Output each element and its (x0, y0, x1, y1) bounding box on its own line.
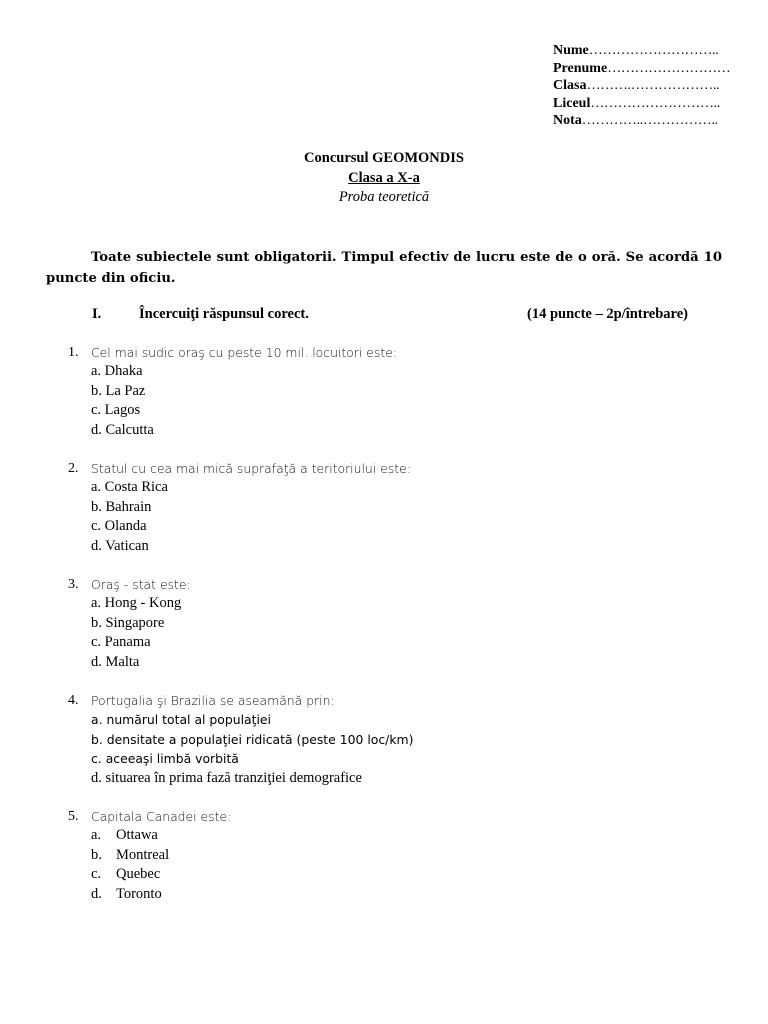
field-nota (553, 112, 731, 130)
question-number: 5. (68, 809, 79, 824)
answer-option[interactable] (91, 885, 231, 904)
question-number: 1. (68, 345, 79, 360)
section-points: (14 puncte – 2p/întrebare) (527, 306, 688, 322)
section-title: Încercuiţi răspunsul corect. (139, 306, 309, 322)
field-label: Prenume (553, 60, 608, 76)
answer-option[interactable]: b. Bahrain (91, 498, 152, 515)
student-info-fields (553, 42, 731, 130)
field-blank: ……………………… (607, 60, 731, 76)
answer-option[interactable]: c. Olanda (91, 518, 147, 535)
question-number: 2. (68, 461, 79, 476)
answer-option[interactable] (91, 826, 231, 845)
field-label: Nume (553, 43, 589, 58)
answer-option[interactable]: c. aceeaşi limbă vorbită (91, 751, 239, 767)
answer-option[interactable]: d. Calcutta (91, 421, 154, 438)
option-text: Montreal (116, 846, 170, 863)
field-blank: ……………………….. (590, 95, 721, 111)
question-stem: Statul cu cea mai mică suprafaţă a teritoriului este: (91, 461, 411, 476)
field-blank: ……………………….. (588, 43, 719, 58)
field-clasa (553, 77, 731, 95)
page-subtitle: Proba teoretică (338, 189, 430, 205)
section-number: I. (92, 306, 102, 322)
answer-option[interactable]: a. numărul total al populaţiei (91, 712, 271, 728)
option-letter: b. (91, 846, 102, 863)
option-letter: c. (91, 866, 102, 883)
question-stem: Cel mai sudic oraş cu peste 10 mil. locuitori este: (91, 345, 398, 360)
field-label: Liceul (553, 95, 591, 111)
field-prenume (553, 60, 731, 78)
field-label: Nota (553, 113, 582, 129)
field-nume (553, 42, 731, 60)
answer-option[interactable] (91, 865, 231, 884)
answer-option[interactable]: d. Vatican (91, 537, 149, 554)
option-text: Quebec (116, 866, 161, 883)
answer-option[interactable] (91, 846, 231, 865)
class-label: Clasa a X-a (348, 170, 420, 186)
answer-option[interactable]: c. Panama (91, 634, 151, 651)
answer-option[interactable]: a. Costa Rica (91, 479, 168, 496)
answer-option[interactable]: a. Hong - Kong (91, 595, 182, 612)
answer-option[interactable]: b. densitate a populaţiei ridicată (peste 100 loc/km) (91, 731, 414, 747)
option-letter: d. (91, 885, 102, 902)
field-liceul (553, 95, 731, 113)
instructions: Toate subiectele sunt obligatorii. Timpul efectiv de lucru este de o oră. Se acordă 10 puncte din oficiu. (46, 250, 722, 286)
answer-option[interactable]: a. Dhaka (91, 363, 143, 380)
field-blank: …………..…………….. (581, 113, 718, 129)
answer-option[interactable]: b. La Paz (91, 382, 146, 399)
field-blank: ……….……………….. (586, 78, 720, 94)
question-stem: Oraş - stat este: (91, 577, 191, 592)
page-title: Concursul GEOMONDIS (304, 150, 464, 166)
answer-option[interactable]: d. Malta (91, 653, 140, 670)
option-letter: a. (91, 827, 102, 844)
option-text: Toronto (116, 885, 162, 902)
field-label: Clasa (553, 78, 587, 94)
question-number: 4. (68, 693, 79, 708)
question-stem: Portugalia şi Brazilia se aseamănă prin: (91, 693, 335, 708)
option-text: Ottawa (116, 827, 158, 844)
answer-option[interactable]: b. Singapore (91, 614, 165, 631)
answer-option[interactable]: d. situarea în prima fază tranziţiei demografice (91, 769, 362, 786)
question-number: 3. (68, 577, 79, 592)
answer-option[interactable]: c. Lagos (91, 402, 141, 419)
question-stem: Capitala Canadei este: (91, 809, 232, 824)
